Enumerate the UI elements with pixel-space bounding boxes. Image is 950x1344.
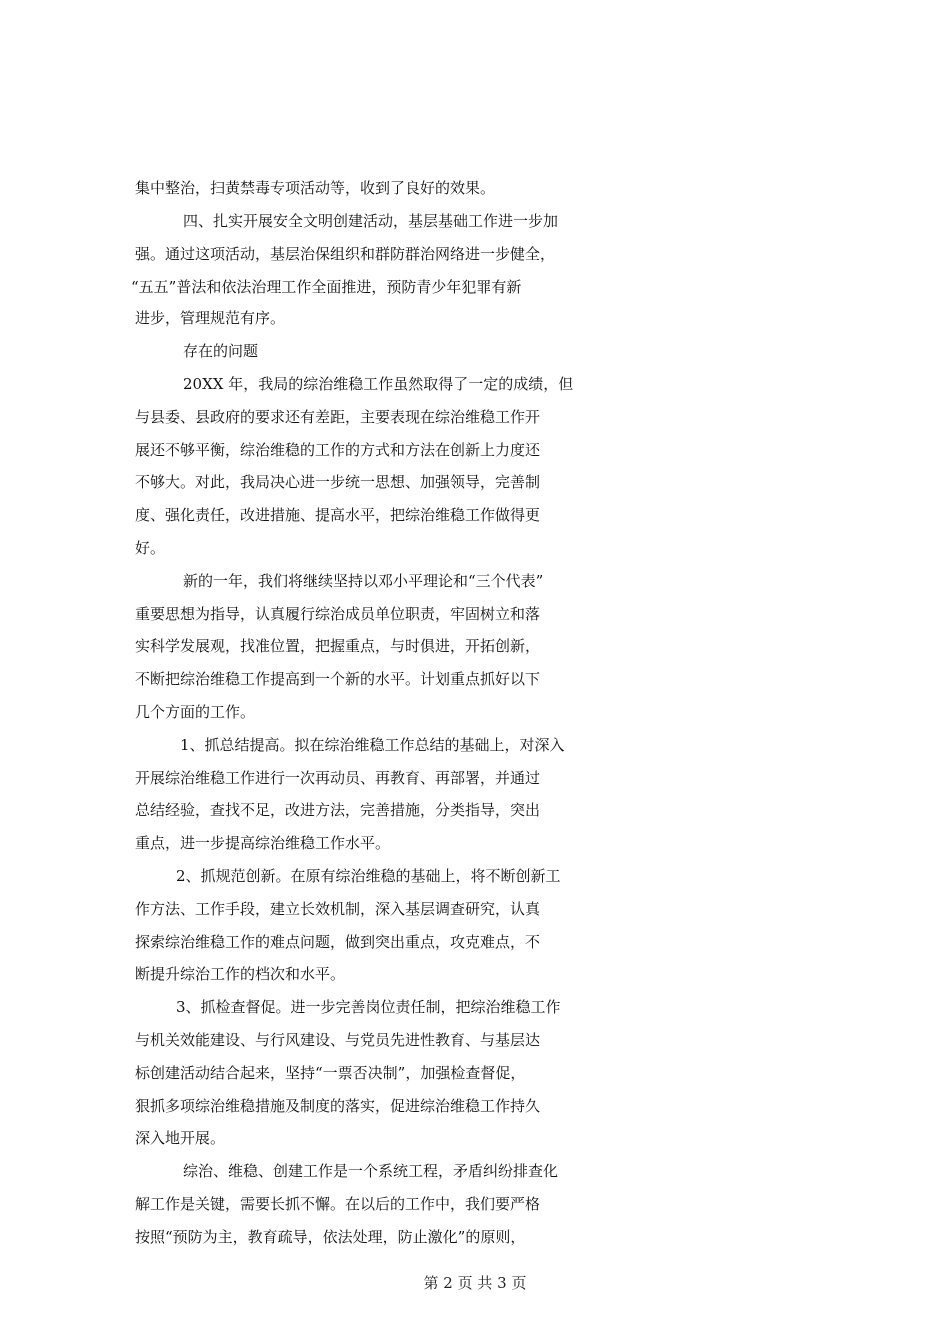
text-line: 2、抓规范创新。在原有综治维稳的基础上，将不断创新工 <box>176 867 561 885</box>
text-line: 不断把综治维稳工作提高到一个新的水平。计划重点抓好以下 <box>135 670 541 688</box>
text-line: 综治、维稳、创建工作是一个系统工程，矛盾纠纷排查化 <box>183 1162 559 1180</box>
text-line: 解工作是关键，需要长抓不懈。在以后的工作中，我们要严格 <box>135 1195 541 1213</box>
text-line: 重要思想为指导，认真履行综治成员单位职责，牢固树立和落 <box>135 605 541 623</box>
text-line: 开展综治维稳工作进行一次再动员、再教育、再部署，并通过 <box>135 769 541 787</box>
text-line: 3、抓检查督促。进一步完善岗位责任制，把综治维稳工作 <box>176 998 561 1016</box>
text-line: 几个方面的工作。 <box>135 703 256 721</box>
text-line: 不够大。对此，我局决心进一步统一思想、加强领导，完善制 <box>135 473 541 491</box>
text-line: 度、强化责任，改进措施、提高水平，把综治维稳工作做得更 <box>135 506 541 524</box>
text-line: “五五”普法和依法治理工作全面推进，预防青少年犯罪有新 <box>131 278 522 296</box>
text-line: 按照“预防为主，教育疏导，依法处理，防止激化”的原则， <box>135 1228 526 1246</box>
text-line: 新的一年，我们将继续坚持以邓小平理论和“三个代表” <box>183 572 544 590</box>
text-line: 四、扎实开展安全文明创建活动，基层基础工作进一步加 <box>183 212 559 230</box>
text-line: 探索综治维稳工作的难点问题，做到突出重点，攻克难点，不 <box>135 933 541 951</box>
text-line: 好。 <box>135 539 166 557</box>
text-line: 重点，进一步提高综治维稳工作水平。 <box>135 834 391 852</box>
text-line: 狠抓多项综治维稳措施及制度的落实，促进综治维稳工作持久 <box>135 1097 541 1115</box>
text-line: 进步，管理规范有序。 <box>135 309 286 327</box>
text-line: 与县委、县政府的要求还有差距，主要表现在综治维稳工作开 <box>135 408 541 426</box>
text-line: 标创建活动结合起来，坚持“一票否决制”，加强检查督促， <box>135 1064 526 1082</box>
text-line: 强。通过这项活动，基层治保组织和群防群治网络进一步健全， <box>135 245 556 263</box>
text-line: 1、抓总结提高。拟在综治维稳工作总结的基础上，对深入 <box>180 736 565 754</box>
text-line: 实科学发展观，找准位置，把握重点，与时俱进，开拓创新， <box>135 637 541 655</box>
page-number-footer: 第 2 页 共 3 页 <box>423 1274 527 1292</box>
section-heading: 存在的问题 <box>183 342 259 360</box>
text-line: 断提升综治工作的档次和水平。 <box>135 965 346 983</box>
text-line: 集中整治，扫黄禁毒专项活动等，收到了良好的效果。 <box>135 179 496 197</box>
text-line: 总结经验，查找不足，改进方法，完善措施，分类指导，突出 <box>135 801 541 819</box>
text-line: 20XX 年，我局的综治维稳工作虽然取得了一定的成绩，但 <box>183 375 574 393</box>
text-line: 深入地开展。 <box>135 1129 226 1147</box>
text-line: 与机关效能建设、与行风建设、与党员先进性教育、与基层达 <box>135 1031 541 1049</box>
text-line: 展还不够平衡，综治维稳的工作的方式和方法在创新上力度还 <box>135 441 541 459</box>
text-line: 作方法、工作手段，建立长效机制，深入基层调查研究，认真 <box>135 900 541 918</box>
